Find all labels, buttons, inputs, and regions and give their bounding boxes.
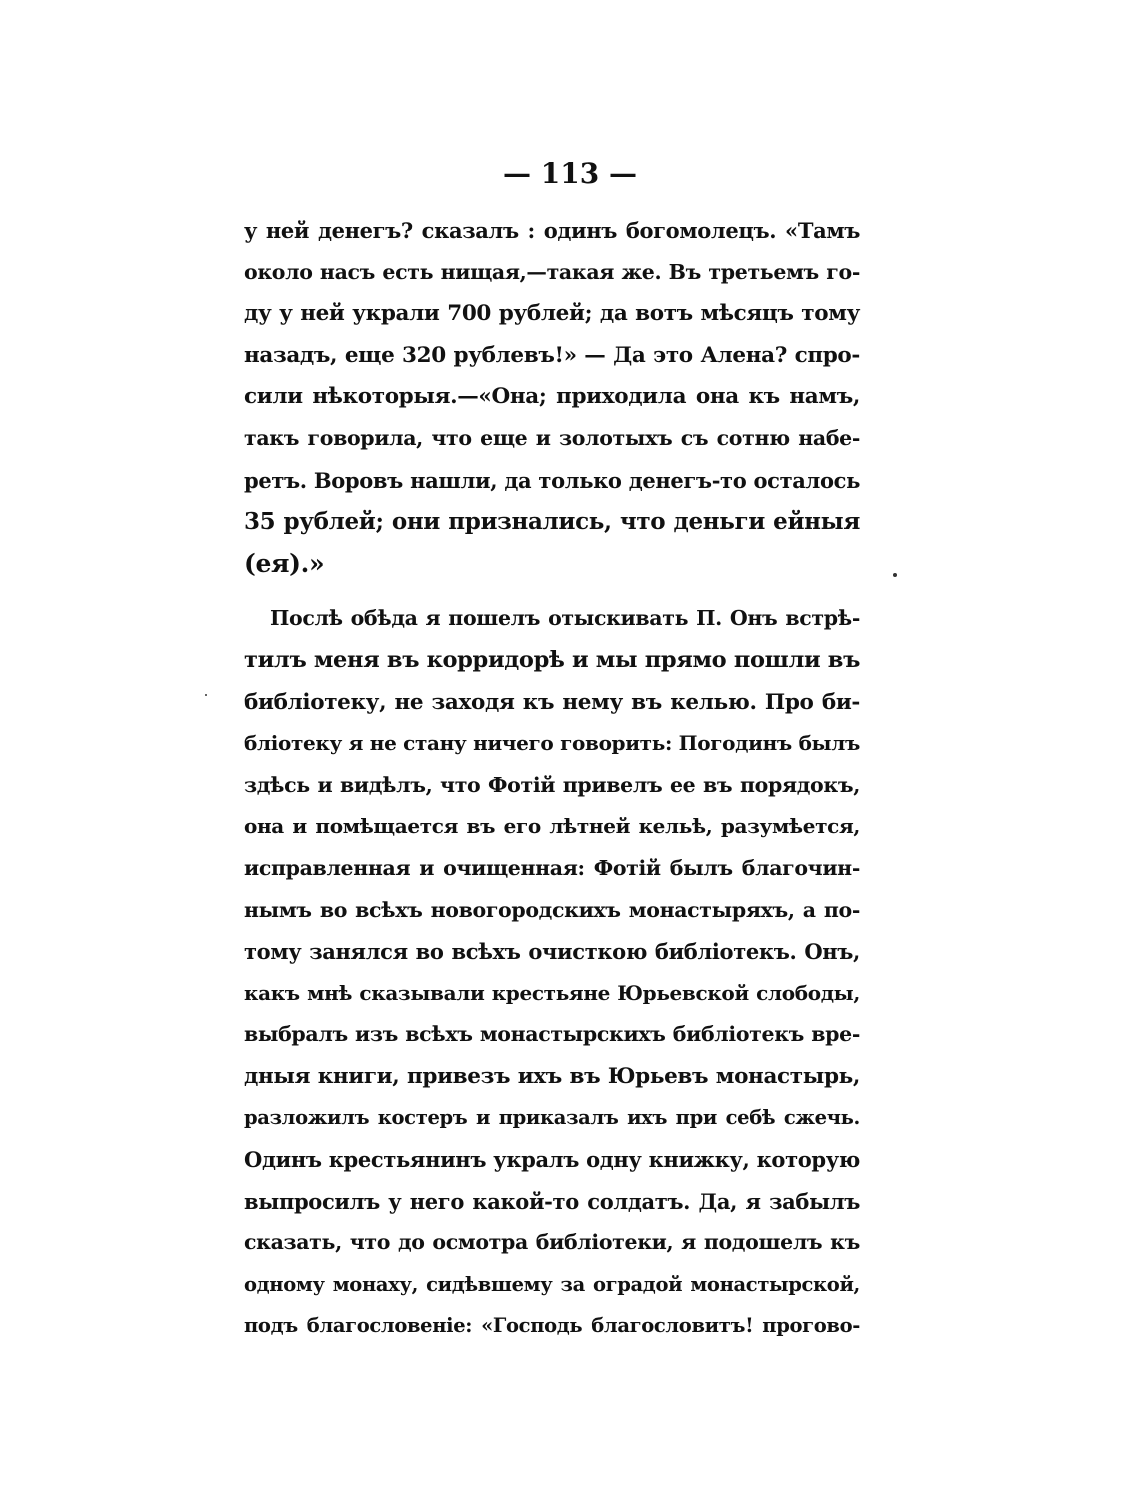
paragraph-1 xyxy=(244,210,860,584)
text-line: ретъ. Воровъ нашли, да только денегъ-то осталось xyxy=(244,467,860,493)
text-line: здѣсь и видѣлъ, что Фотій привелъ ее въ порядокъ, xyxy=(244,772,860,797)
text-line: около насъ есть нищая,—такая же. Въ третьемъ го- xyxy=(244,259,860,284)
text-line: нымъ во всѣхъ новогородскихъ монастыряхъ, а по- xyxy=(244,897,860,922)
text-line: ду у ней украли 700 рублей; да вотъ мѣсяцъ тому xyxy=(244,301,860,327)
text-line: такъ говорила, что еще и золотыхъ съ сотню набе- xyxy=(244,425,860,450)
text-line: сили нѣкоторыя.—«Она; приходила она къ намъ, xyxy=(244,384,860,410)
text-line: она и помѣщается въ его лѣтней кельѣ, разумѣется, xyxy=(244,814,860,839)
text-line: бліотеку я не стану ничего говорить: Погодинъ былъ xyxy=(244,731,860,756)
text-line: Одинъ крестьянинъ укралъ одну книжку, которую xyxy=(244,1147,860,1173)
text-line: тому занялся во всѣхъ очисткою библіотекъ. Онъ, xyxy=(244,939,860,965)
page-number: — 113 — xyxy=(503,157,637,190)
scan-speck xyxy=(893,573,897,577)
text-line: Послѣ обѣда я пошелъ отыскивать П. Онъ встрѣ- xyxy=(270,606,860,631)
text-line: выпросилъ у него какой-то солдатъ. Да, я забылъ xyxy=(244,1188,860,1214)
paragraph-2 xyxy=(244,598,860,1347)
text-line: подъ благословеніе: «Господь благословитъ! прогово- xyxy=(244,1314,860,1338)
text-line: сказать, что до осмотра библіотеки, я подошелъ къ xyxy=(244,1230,860,1255)
text-line: назадъ, еще 320 рублевъ!» — Да это Алена? спро- xyxy=(244,342,860,368)
body-text xyxy=(244,210,860,1347)
text-line: библіотеку, не заходя къ нему въ келью. Про би- xyxy=(244,689,860,715)
text-line: исправленная и очищенная: Фотій былъ благочин- xyxy=(244,855,860,880)
text-line: дныя книги, привезъ ихъ въ Юрьевъ монастырь, xyxy=(244,1063,860,1089)
text-line: у ней денегъ? сказалъ : одинъ богомолецъ. «Тамъ xyxy=(244,218,860,243)
text-line: 35 рублей; они признались, что деньги ейныя xyxy=(244,508,860,536)
scan-speck xyxy=(205,694,207,696)
text-line: какъ мнѣ сказывали крестьяне Юрьевской слободы, xyxy=(244,980,860,1005)
text-line: (ея).» xyxy=(244,548,325,578)
text-line: одному монаху, сидѣвшему за оградой монастырской, xyxy=(244,1272,860,1296)
text-line: выбралъ изъ всѣхъ монастырскихъ библіотекъ вре- xyxy=(244,1022,860,1047)
text-line: разложилъ костеръ и приказалъ ихъ при себѣ сжечь. xyxy=(244,1106,860,1130)
text-line: тилъ меня въ корридорѣ и мы прямо пошли въ xyxy=(244,646,860,673)
